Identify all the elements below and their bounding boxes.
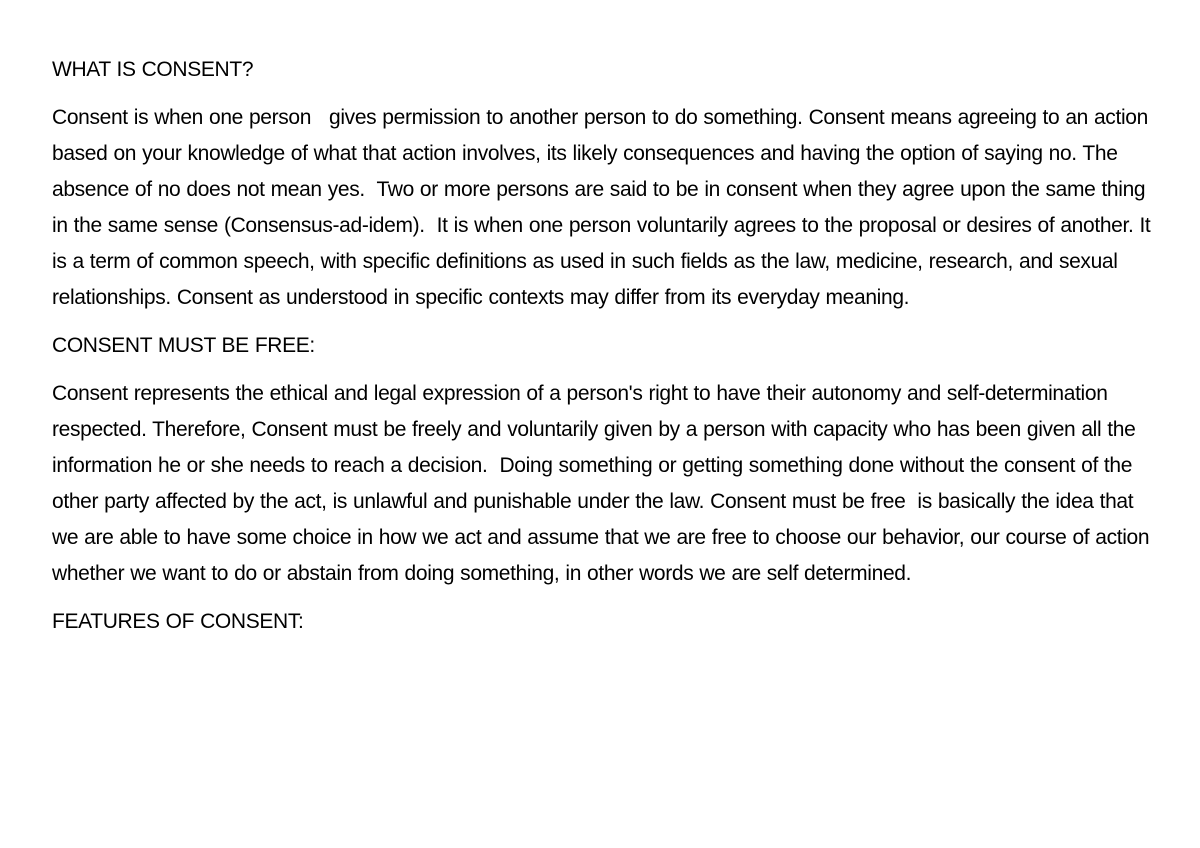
- paragraph-consent-must-be-free: Consent represents the ethical and legal expression of a person's right to have their autonomy and self-determination respected. Therefore, Consent must be freely and voluntarily given by a person with capacity who has been given all the information he or she needs to reach a decision. Doing something or getting something done without the consent of the other party affected by the act, is unlawful and punishable under the law. Consent must be free is basically the idea that we are able to have some choice in how we act and assume that we are free to choose our behavior, our course of action whether we want to do or abstain from doing something, in other words we are self determined.: [52, 382, 1156, 585]
- heading-what-is-consent: WHAT IS CONSENT?: [52, 58, 254, 81]
- paragraph-what-is-consent: Consent is when one person gives permission to another person to do something. Consent means agreeing to an action based on your knowledge of what that action involves, its likely consequences and having the option of saying no. The absence of no does not mean yes. Two or more persons are said to be in consent when they agree upon the same thing in the same sense (Consensus-ad-idem). It is when one person voluntarily agrees to the proposal or desires of another. It is a term of common speech, with specific definitions as used in such fields as the law, medicine, research, and sexual relationships. Consent as understood in specific contexts may differ from its everyday meaning.: [52, 106, 1157, 309]
- document-page: [52, 52, 1157, 652]
- heading-consent-must-be-free: CONSENT MUST BE FREE:: [52, 334, 315, 357]
- heading-features-of-consent: FEATURES OF CONSENT:: [52, 610, 304, 633]
